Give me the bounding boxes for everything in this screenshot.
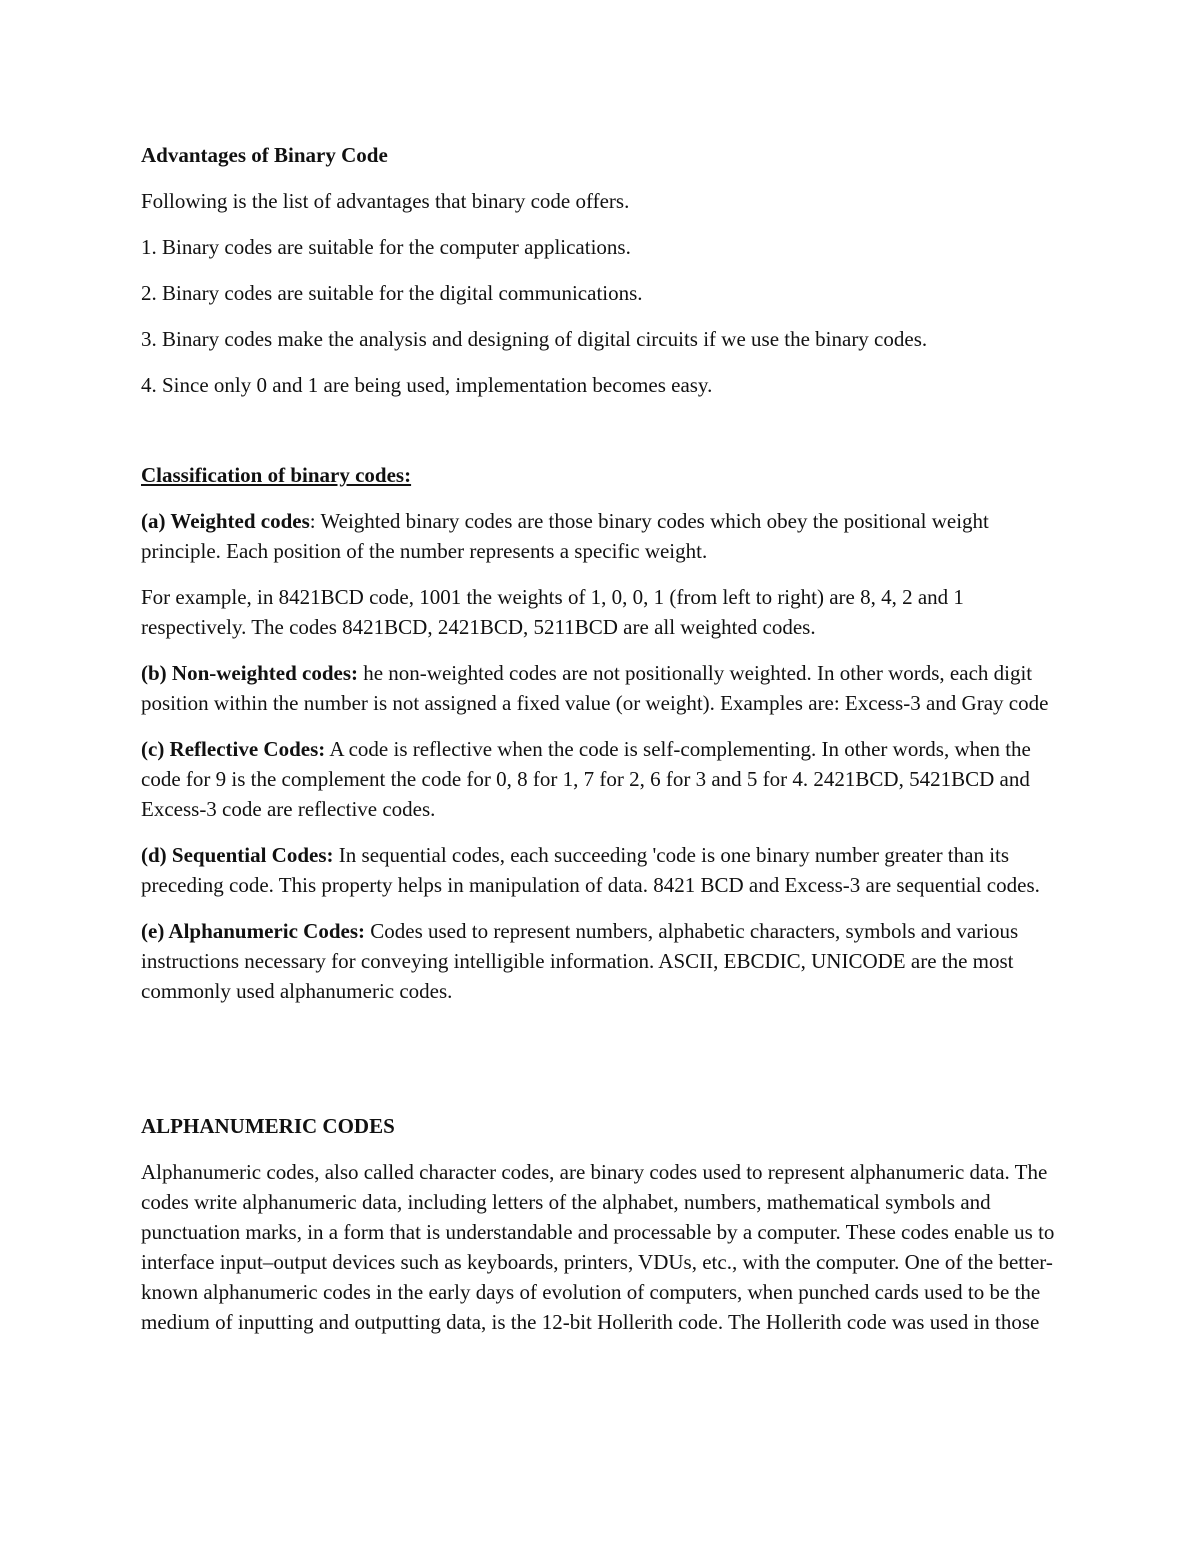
reflective-codes-label: (c) Reflective Codes: <box>141 737 326 761</box>
non-weighted-codes-text: he non-weighted codes are not positionally weighted. In other words, each digit position within the number is not assigned a fixed value (or weight). Examples are: Excess-3 and Gray code <box>141 661 1049 715</box>
sequential-codes-label: (d) Sequential Codes: <box>141 843 334 867</box>
advantage-item-3: 3. Binary codes make the analysis and designing of digital circuits if we use the binary codes. <box>141 327 928 351</box>
section-spacer <box>141 416 1071 460</box>
classification-heading: Classification of binary codes: <box>141 463 412 487</box>
advantage-item-1: 1. Binary codes are suitable for the computer applications. <box>141 235 631 259</box>
non-weighted-codes-paragraph <box>141 658 1071 718</box>
advantage-item-2: 2. Binary codes are suitable for the digital communications. <box>141 281 643 305</box>
alphanumeric-codes-label: (e) Alphanumeric Codes: <box>141 919 365 943</box>
reflective-codes-text: A code is reflective when the code is self-complementing. In other words, when the code for 9 is the complement the code for 0, 8 for 1, 7 for 2, 6 for 3 and 5 for 4. 2421BCD, 5421BCD and Excess-3 code are reflective codes. <box>141 737 1031 821</box>
document-page <box>141 140 1071 1353</box>
alphanumeric-codes-text: Codes used to represent numbers, alphabetic characters, symbols and various instructions necessary for conveying intelligible information. ASCII, EBCDIC, UNICODE are the most commonly used alphanumeric codes. <box>141 919 1019 1003</box>
sequential-codes-text: In sequential codes, each succeeding 'code is one binary number greater than its preceding code. This property helps in manipulation of data. 8421 BCD and Excess-3 are sequential codes. <box>141 843 1040 897</box>
advantage-item-4: 4. Since only 0 and 1 are being used, implementation becomes easy. <box>141 373 713 397</box>
alphanumeric-codes-paragraph <box>141 916 1071 1006</box>
advantages-heading: Advantages of Binary Code <box>141 143 388 167</box>
sequential-codes-paragraph <box>141 840 1071 900</box>
alphanumeric-section-heading: ALPHANUMERIC CODES <box>141 1114 395 1138</box>
weighted-codes-label: (a) Weighted codes <box>141 509 310 533</box>
reflective-codes-paragraph <box>141 734 1071 824</box>
non-weighted-codes-label: (b) Non-weighted codes: <box>141 661 358 685</box>
advantages-intro: Following is the list of advantages that binary code offers. <box>141 189 630 213</box>
weighted-codes-example: For example, in 8421BCD code, 1001 the weights of 1, 0, 0, 1 (from left to right) are 8, 4, 2 and 1 respectively. The codes 8421BCD, 2421BCD, 5211BCD are all weighted codes. <box>141 585 964 639</box>
section-spacer-2 <box>141 1022 1071 1111</box>
alphanumeric-section-body: Alphanumeric codes, also called character codes, are binary codes used to represent alphanumeric data. The codes write alphanumeric data, including letters of the alphabet, numbers, mathematical symbols and punctuation marks, in a form that is understandable and processable by a computer. These codes enable us to interface input–output devices such as keyboards, printers, VDUs, etc., with the computer. One of the better-known alphanumeric codes in the early days of evolution of computers, when punched cards used to be the medium of inputting and outputting data, is the 12-bit Hollerith code. The Hollerith code was used in those <box>141 1160 1055 1334</box>
weighted-codes-paragraph <box>141 506 1071 566</box>
weighted-codes-text: : Weighted binary codes are those binary codes which obey the positional weight principle. Each position of the number represents a specific weight. <box>141 509 989 563</box>
